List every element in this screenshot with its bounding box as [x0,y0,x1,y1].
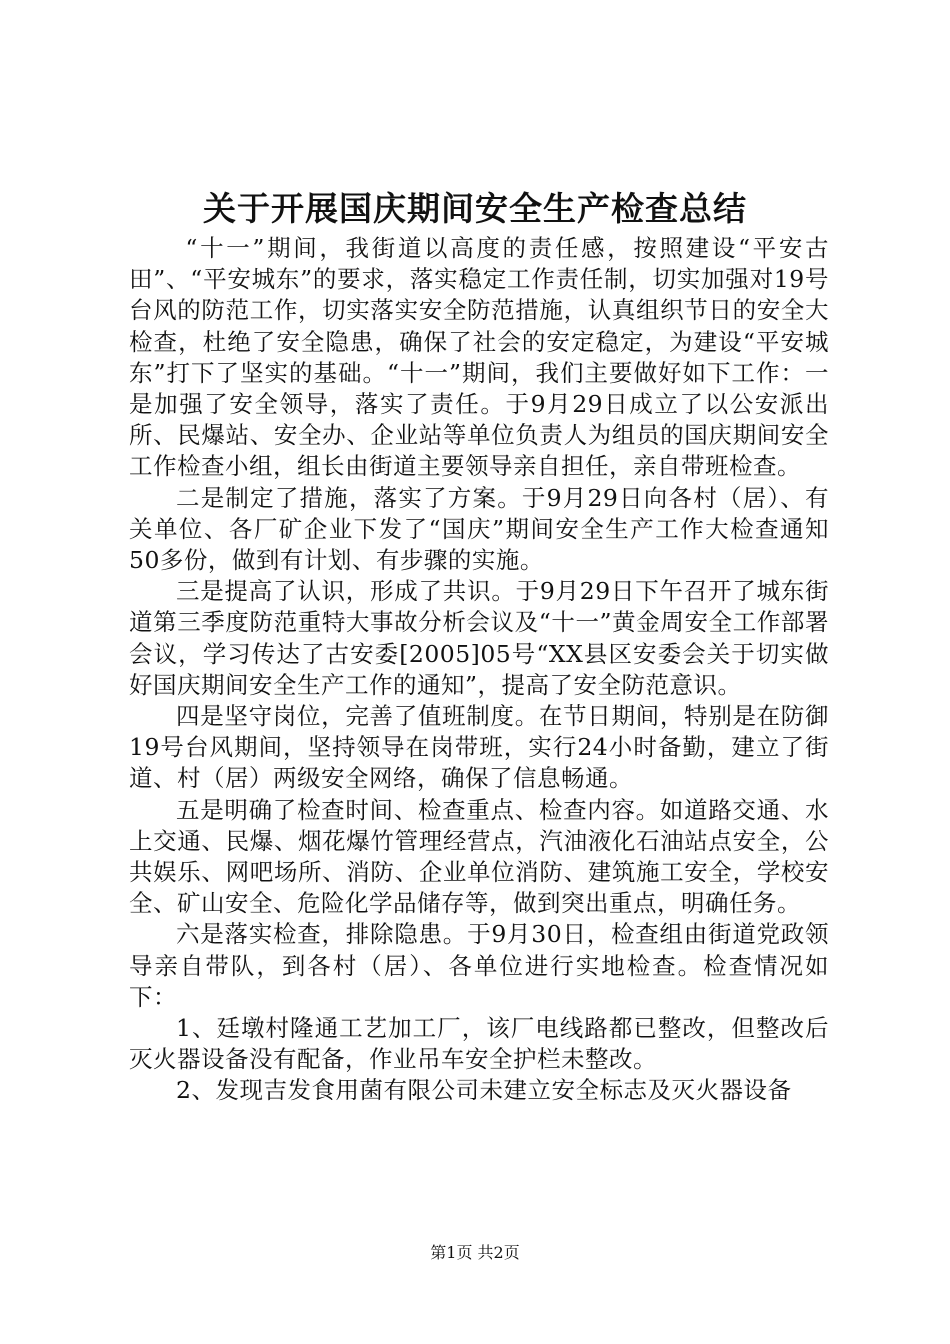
paragraph-finding-2: 2、发现吉发食用菌有限公司未建立安全标志及灭火器设备 [176,1076,792,1105]
paragraph-inspection-scope: 五是明确了检查时间、检查重点、检查内容。如道路交通、水上交通、民爆、烟花爆竹管理经营点，汽油液化石油站点安全，公共娱乐、网吧场所、消防、企业单位消防、建筑施工安全，学校安全、矿山安全、危险化学品储存等，做到突出重点，明确任务。 [129,795,829,918]
paragraph-inspection: 六是落实检查，排除隐患。于9月30日，检查组由街道党政领导亲自带队，到各村（居）、各单位进行实地检查。检查情况如下： [129,920,829,1011]
paragraph-awareness: 三是提高了认识，形成了共识。于9月29日下午召开了城东街道第三季度防范重特大事故分析会议及“十一”黄金周安全工作部署会议，学习传达了古安委[2005]05号“XX县区安委会关于切实做好国庆期间安全生产工作的通知”，提高了安全防范意识。 [129,577,829,699]
paragraph-finding-1: 1、廷墩村隆通工艺加工厂，该厂电线路都已整改，但整改后灭火器设备没有配备，作业吊车安全护栏未整改。 [129,1014,829,1074]
paragraph-intro: “十一”期间，我街道以高度的责任感，按照建设“平安古田”、“平安城东”的要求，落实稳定工作责任制，切实加强对19号台风的防范工作，切实落实安全防范措施，认真组织节日的安全大检查，杜绝了安全隐患，确保了社会的安定稳定，为建设“平安城东”打下了坚实的基础。“十一”期间，我们主要做好如下工作：一是加强了安全领导，落实了责任。于9月29日成立了以公安派出所、民爆站、安全办、企业站等单位负责人为组员的国庆期间安全工作检查小组，组长由街道主要领导亲自担任，亲自带班检查。 [129,234,829,481]
document-body [129,233,829,1107]
document-title: 关于开展国庆期间安全生产检查总结 [203,189,747,228]
paragraph-duty: 四是坚守岗位，完善了值班制度。在节日期间，特别是在防御19号台风期间，坚持领导在岗带班，实行24小时备勤，建立了街道、村（居）两级安全网络，确保了信息畅通。 [129,702,829,793]
paragraph-measures: 二是制定了措施，落实了方案。于9月29日向各村（居）、有关单位、各厂矿企业下发了“国庆”期间安全生产工作大检查通知50多份，做到有计划、有步骤的实施。 [129,483,829,575]
page-footer: 第1页 共2页 [430,1243,520,1262]
